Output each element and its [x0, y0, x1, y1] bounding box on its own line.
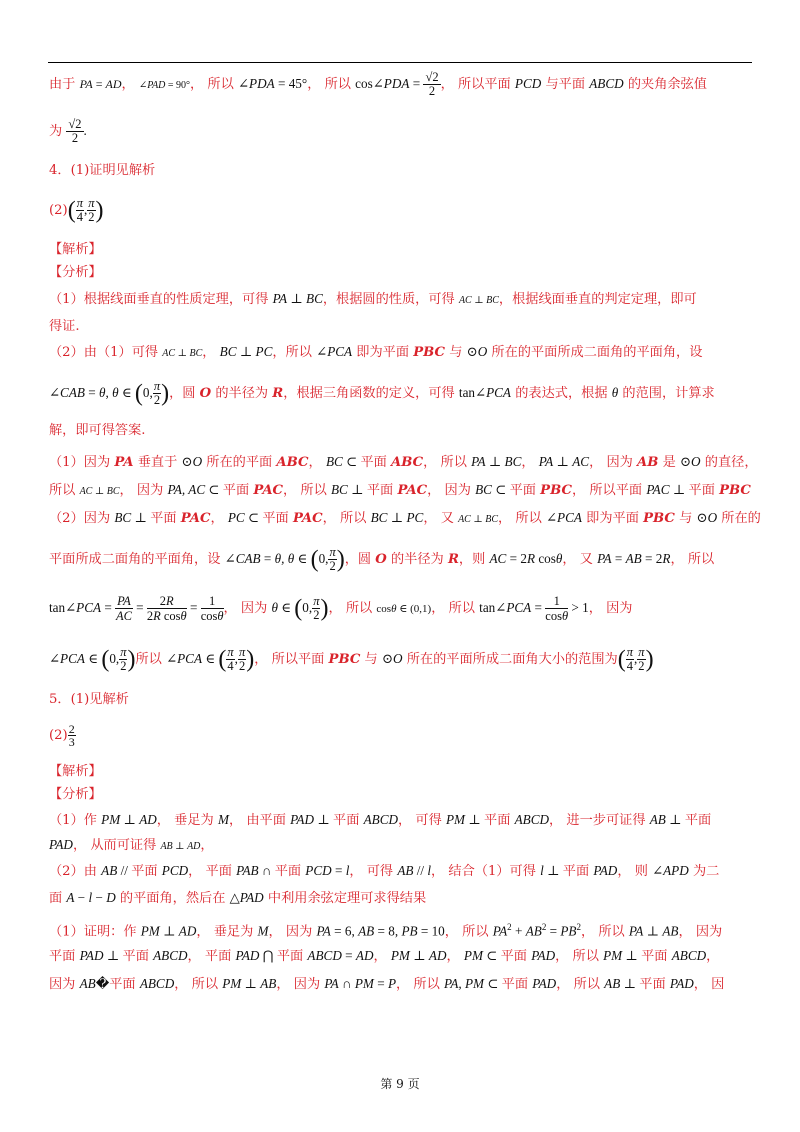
text-line-1: 由于 PA = AD， ∠PAD = 90°， 所以 ∠PDA = 45°， 所以 cos∠PDA = $\frac{√2}{2}$ ， 所以平面 PCD 与平面 ABCD 的夹角余弦值 [49, 70, 707, 98]
text-line-14: （2）因为 BC ⊥ 平面 PAC， PC ⊂ 平面 PAC， 所以 BC ⊥ PC， 又 AC ⊥ BC， 所以 ∠PCA 即为平面 PBC 与 ⊙O 所在的 [49, 510, 761, 526]
text-line-22: （1）作 PM ⊥ AD， 垂足为 M， 由平面 PAD ⊥ 平面 ABCD， 可得 PM ⊥ 平面 ABCD， 进一步可证得 AB ⊥ 平面 [49, 812, 712, 828]
text-line-4: (2)( $\frac{\pi}{4}$ , $\frac{\pi}{2}$ ) [49, 196, 104, 224]
heading-fenxi-2: 【分析】 [49, 787, 102, 802]
text-line-10: ∠CAB = θ, θ ∈ (0, $\frac{\pi}{2}$ )，圆 O 的半径为 R，根据三角函数的定义，可得 tan∠PCA 的表达式，根据 θ 的范围，计算求 [49, 379, 715, 407]
heading-fenxi: 【分析】 [49, 265, 102, 280]
text-line-13: 所以 AC ⊥ BC， 因为 PA, AC ⊂ 平面 PAC， 所以 BC ⊥ 平面 PAC， 因为 BC ⊂ 平面 PBC， 所以平面 PAC ⊥ 平面 PBC [49, 482, 751, 498]
text-line-28: 因为 AB�平面 ABCD， 所以 PM ⊥ AB， 因为 PA ∩ PM = P， 所以 PA, PM ⊂ 平面 PAD， 所以 AB ⊥ 平面 PAD， 因 [49, 976, 725, 992]
heading-jiexi-2: 【解析】 [49, 764, 102, 779]
text-line-27: 平面 PAD ⊥ 平面 ABCD， 平面 PAD ⋂ 平面 ABCD = AD， PM ⊥ AD， PM ⊂ 平面 PAD， 所以 PM ⊥ 平面 ABCD， [49, 948, 720, 964]
header-rule [48, 62, 752, 63]
text-line-24: （2）由 AB // 平面 PCD， 平面 PAB ∩ 平面 PCD = l， 可得 AB // l， 结合（1）可得 l ⊥ 平面 PAD， 则 ∠APD 为二 [49, 863, 720, 879]
text-line-12: （1）因为 PA 垂直于 ⊙O 所在的平面 ABC， BC ⊂ 平面 ABC， 所以 PA ⊥ BC， PA ⊥ AC， 因为 AB 是 ⊙O 的直径， [49, 454, 758, 470]
text-line-23: PAD， 从而可证得 AB ⊥ AD， [49, 837, 214, 853]
text-line-8: 得证. [49, 319, 80, 334]
text-line-16: tan∠PCA = $\frac{PA}{AC}$ = $\frac{2R}{\text{2R cosθ}}$ = $\frac{1}{\cos\theta}$ ， 因为 θ ∈ (0, $\frac{\pi}{2}$ )， 所以 cosθ ∈ (0,1)， 所以 tan∠PCA = $\frac{1}{\cos\theta}$ > 1， 因为 [49, 594, 633, 623]
text-line-2: 为 $\frac{√2}{2}$ . [49, 117, 87, 145]
text-line-26: （1）证明：作 PM ⊥ AD， 垂足为 M， 因为 PA = 6, AB = 8, PB = 10， 所以 $PA^2 + AB^2 = PB^2$， 所以 PA ⊥ AB， 因为 [49, 922, 723, 940]
text-line-25: 面 A − l − D 的平面角，然后在 △PAD 中利用余弦定理可求得结果 [49, 890, 427, 906]
text-line-9: （2）由（1）可得 AC ⊥ BC， BC ⊥ PC，所以 ∠PCA 即为平面 PBC 与 ⊙O 所在的平面所成二面角的平面角，设 [49, 344, 703, 360]
text-line-17: ∠PCA ∈ (0, $\frac{\pi}{2}$ )所以 ∠PCA ∈ ( $\frac{\pi}{4}$ , $\frac{\pi}{2}$ )， 所以平面 PBC 与 ⊙O 所在的平面所成二面角大小的范围为( $\frac{\pi}{4}$ , $\frac{\pi}{2}$ ) [49, 645, 654, 673]
page-footer: 第 9 页 [380, 1077, 420, 1091]
text-line-3: 4．(1)证明见解析 [49, 163, 156, 178]
text-line-11: 解，即可得答案. [49, 423, 146, 438]
text-line-18: 5．(1)见解析 [49, 692, 129, 707]
heading-jiexi: 【解析】 [49, 242, 102, 257]
text-line-7: （1）根据线面垂直的性质定理，可得 PA ⊥ BC，根据圆的性质，可得 AC ⊥ BC，根据线面垂直的判定定理，即可 [49, 291, 697, 307]
text-line-19: (2) $\frac{2}{3}$ [49, 722, 75, 749]
text-line-15: 平面所成二面角的平面角，设 ∠CAB = θ, θ ∈ (0, $\frac{\pi}{2}$ )，圆 O 的半径为 R，则 AC = 2R cosθ， 又 PA = AB = 2R， 所以 [49, 545, 715, 573]
